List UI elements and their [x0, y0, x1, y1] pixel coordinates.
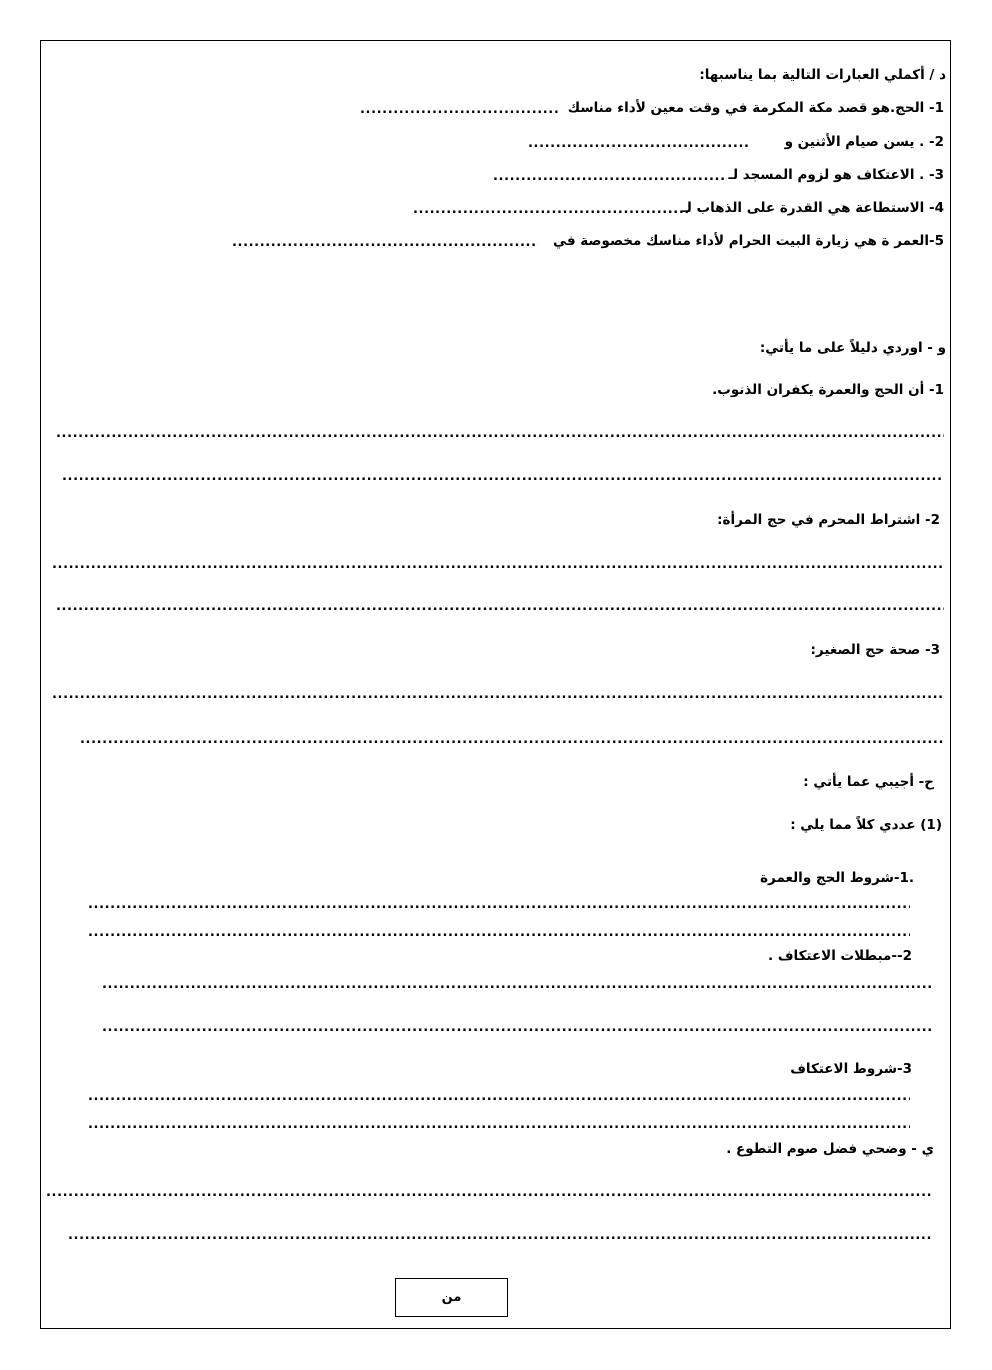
section-h-question: (1) عددي كلاً مما يلي :: [790, 817, 942, 833]
section-d-item-2: 2- . يسن صيام الأثنين و: [784, 134, 944, 150]
answer-line[interactable]: [56, 427, 944, 441]
answer-line[interactable]: [68, 1229, 932, 1243]
section-w-heading: و - اوردي دليلاً على ما يأتي:: [759, 340, 946, 356]
section-h-heading: ح- أجيبي عما يأتي :: [803, 774, 934, 790]
answer-line[interactable]: [80, 733, 944, 747]
section-w-item-2: 2- اشتراط المحرم في حج المرأة:: [717, 512, 940, 528]
section-d-item-1: 1- الحج.هو قصد مكة المكرمة في وقت معين لأداء مناسك: [567, 100, 944, 116]
section-w-item-1: 1- أن الحج والعمرة يكفران الذنوب.: [712, 382, 944, 398]
section-h-item-3: 3-شروط الاعتكاف: [790, 1061, 912, 1077]
answer-line[interactable]: [56, 600, 944, 614]
answer-line[interactable]: [88, 898, 910, 912]
section-h-item-1: .1-شروط الحج والعمرة: [760, 870, 914, 886]
answer-line[interactable]: [88, 1118, 910, 1132]
answer-blank[interactable]: [528, 137, 750, 151]
answer-blank[interactable]: [232, 236, 538, 250]
answer-line[interactable]: [88, 926, 910, 940]
section-y-heading: ي - وضحي فضل صوم التطوع .: [726, 1141, 934, 1157]
footer-box: من: [395, 1278, 508, 1317]
section-h-item-2: 2--مبطلات الاعتكاف .: [768, 948, 912, 964]
section-d-heading: د / أكملي العبارات التالية بما يناسبها:: [699, 67, 946, 83]
answer-blank[interactable]: [413, 203, 689, 217]
answer-line[interactable]: [88, 1090, 910, 1104]
section-d-item-5: 5-العمر ة هي زيارة البيت الحرام لأداء مناسك مخصوصة في: [553, 233, 944, 249]
answer-line[interactable]: [52, 688, 944, 702]
section-w-item-3: 3- صحة حج الصغير:: [810, 642, 940, 658]
answer-line[interactable]: [46, 1186, 932, 1200]
answer-blank[interactable]: [493, 170, 727, 184]
section-d-item-4: 4- الاستطاعة هي القدرة على الذهاب لـ: [682, 200, 944, 216]
answer-blank[interactable]: [360, 103, 558, 117]
section-d-item-3: 3- . الاعتكاف هو لزوم المسجد لـ: [728, 167, 944, 183]
answer-line[interactable]: [102, 1021, 932, 1035]
answer-line[interactable]: [62, 470, 944, 484]
answer-line[interactable]: [52, 558, 944, 572]
answer-line[interactable]: [102, 978, 932, 992]
